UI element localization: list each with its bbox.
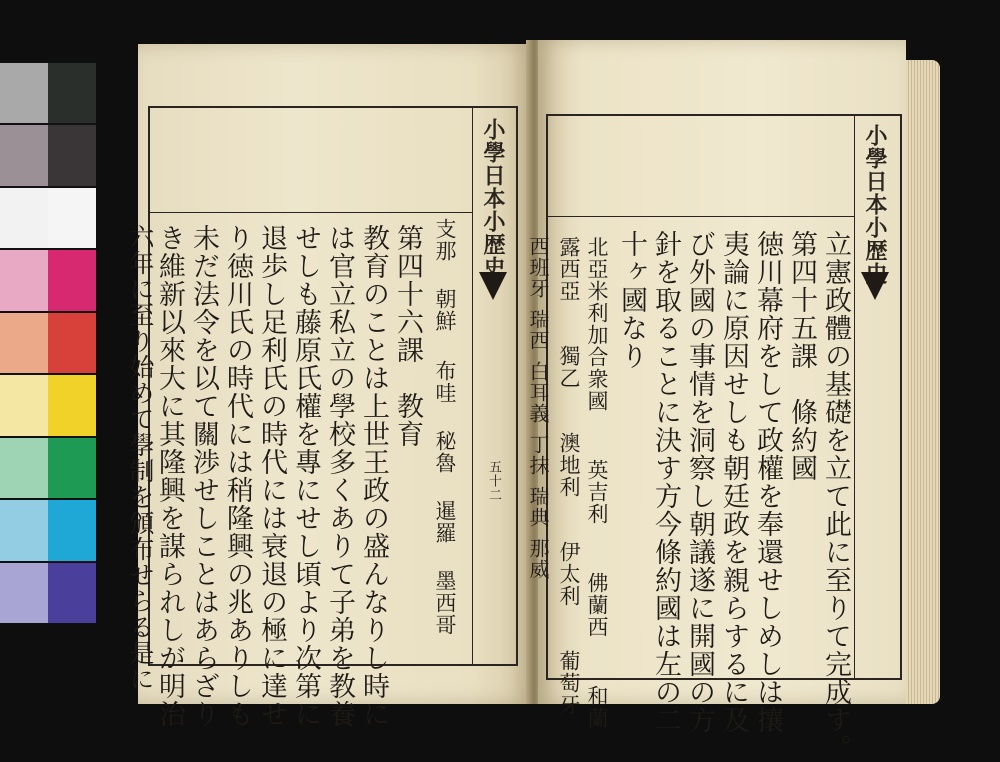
page-edges (906, 60, 940, 704)
color-swatch (48, 438, 96, 498)
lesson-46-heading: 第四十六課 教育 (392, 224, 423, 448)
country-name: 佛蘭西 (585, 572, 609, 638)
color-swatch (48, 63, 96, 123)
left-header-rule (148, 212, 472, 213)
color-swatch (48, 188, 96, 248)
country-name: 葡萄牙 (557, 650, 581, 716)
country-li-4: 秘魯 (433, 430, 457, 474)
open-book (126, 40, 938, 762)
left-text-column: き維新以來大に其隆興を謀られしが明治 (154, 224, 185, 728)
color-swatch (0, 375, 48, 435)
right-text-column: 夷論に原因せしも朝廷政を親らするに及 (718, 230, 749, 734)
country-name: 伊太利 (557, 541, 581, 607)
color-swatch (0, 500, 48, 560)
country-li-5: 暹羅 (433, 500, 457, 544)
running-title-left: 小學日本小歴史 (480, 118, 506, 279)
color-swatch (48, 563, 96, 623)
lesson-45-heading: 第四十五課 條約國 (786, 230, 817, 482)
country-name: 那威 (526, 538, 550, 580)
color-checker (0, 62, 96, 624)
country-name: 瑞西 (526, 309, 550, 351)
country-li-3: 布哇 (433, 360, 457, 404)
right-text-column: 徳川幕府をして政權を奉還せしめしは攘 (752, 230, 783, 734)
right-side-band-rule (854, 114, 855, 678)
color-swatch (48, 375, 96, 435)
color-swatch (48, 313, 96, 373)
country-list-column-3 (528, 236, 548, 580)
right-text-column: 立憲政體の基礎を立て此に至りて完成す。 (820, 230, 851, 762)
left-text-column: り徳川氏の時代には稍隆興の兆ありしも (222, 224, 253, 728)
color-swatch (0, 63, 48, 123)
color-swatch (48, 500, 96, 560)
color-swatch (0, 563, 48, 623)
fishtail-emblem-left (479, 272, 507, 300)
country-name: 西班牙 (526, 236, 550, 299)
fishtail-emblem-right (861, 272, 889, 300)
left-text-column: 未だ法令を以て關渉せしことはあらざり (188, 224, 219, 728)
color-swatch (0, 438, 48, 498)
country-li-6: 墨西哥 (433, 570, 457, 636)
right-header-rule (546, 216, 854, 217)
color-swatch (48, 250, 96, 310)
left-text-column: 教育のことは上世王政の盛んなりし時に (358, 224, 389, 728)
color-swatch (0, 125, 48, 185)
right-text-column: 針を取ることに決す方今條約國は左の二 (650, 230, 681, 734)
right-text-column: 十ヶ國なり (616, 230, 647, 370)
right-text-column: び外國の事情を洞察し朝議遂に開國の方 (684, 230, 715, 734)
color-swatch (48, 125, 96, 185)
country-name: 澳地利 (557, 432, 581, 498)
color-swatch (0, 313, 48, 373)
country-name: 白耳義 (526, 361, 550, 424)
page-number-left: 五十二 (486, 460, 501, 502)
color-swatch (0, 250, 48, 310)
left-text-column: せしも藤原氏權を專にせし頃より次第に (290, 224, 321, 728)
country-name: 和蘭 (585, 685, 609, 729)
country-name: 北亞米利加合衆國 (585, 236, 609, 412)
country-name: 瑞典 (526, 486, 550, 528)
country-list-column-2 (558, 236, 579, 716)
left-text-column: 退歩し足利氏の時代には衰退の極に達せ (256, 224, 287, 728)
color-swatch (0, 188, 48, 248)
left-side-band-rule (472, 106, 473, 664)
country-name: 英吉利 (585, 459, 609, 525)
country-name: 獨乙 (557, 345, 581, 389)
country-name: 丁抹 (526, 434, 550, 476)
left-text-column: は官立私立の學校多くありて子弟を教養 (324, 224, 355, 728)
running-title-right: 小學日本小歴史 (862, 124, 888, 285)
country-name: 露西亞 (557, 236, 581, 302)
country-li-1: 支那 (433, 218, 457, 262)
country-li-2: 朝鮮 (433, 288, 457, 332)
country-list-column-1 (586, 236, 607, 729)
left-text-column: 六年に至り始めて學制を頒布せらる是に (126, 224, 155, 692)
